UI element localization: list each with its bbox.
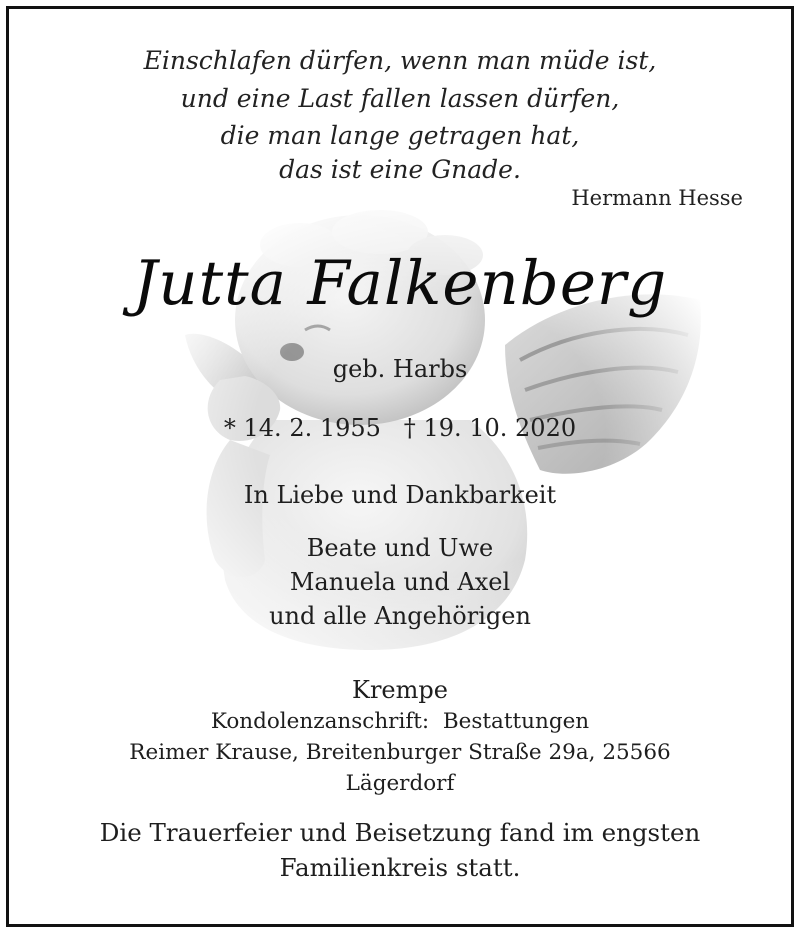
life-dates: * 14. 2. 1955 † 19. 10. 2020 [223,414,577,442]
birth-name: geb. Harbs [332,355,468,383]
funeral-note-line-2: Familienkreis statt. [279,853,521,882]
quote-line-1: Einschlafen dürfen, wenn man müde ist, [143,46,657,75]
quote-line-4: das ist eine Gnade. [279,155,521,184]
mourner-1: Beate und Uwe [306,534,494,562]
quote-line-3: die man lange getragen hat, [220,121,580,150]
quote-author: Hermann Hesse [571,186,743,210]
condolence-line-1: Kondolenzanschrift: Bestattungen [210,709,590,734]
mourner-2: Manuela und Axel [289,568,511,596]
mourner-3: und alle Angehörigen [269,602,531,630]
condolence-line-3: Lägerdorf [345,771,455,796]
location: Krempe [352,676,448,704]
condolence-line-2: Reimer Krause, Breitenburger Straße 29a, 25566 [129,740,671,765]
dedication: In Liebe und Dankbarkeit [243,481,557,509]
funeral-note-line-1: Die Trauerfeier und Beisetzung fand im engsten [99,818,701,847]
quote-line-2: und eine Last fallen lassen dürfen, [180,84,620,113]
deceased-name: Jutta Falkenberg [132,248,668,319]
